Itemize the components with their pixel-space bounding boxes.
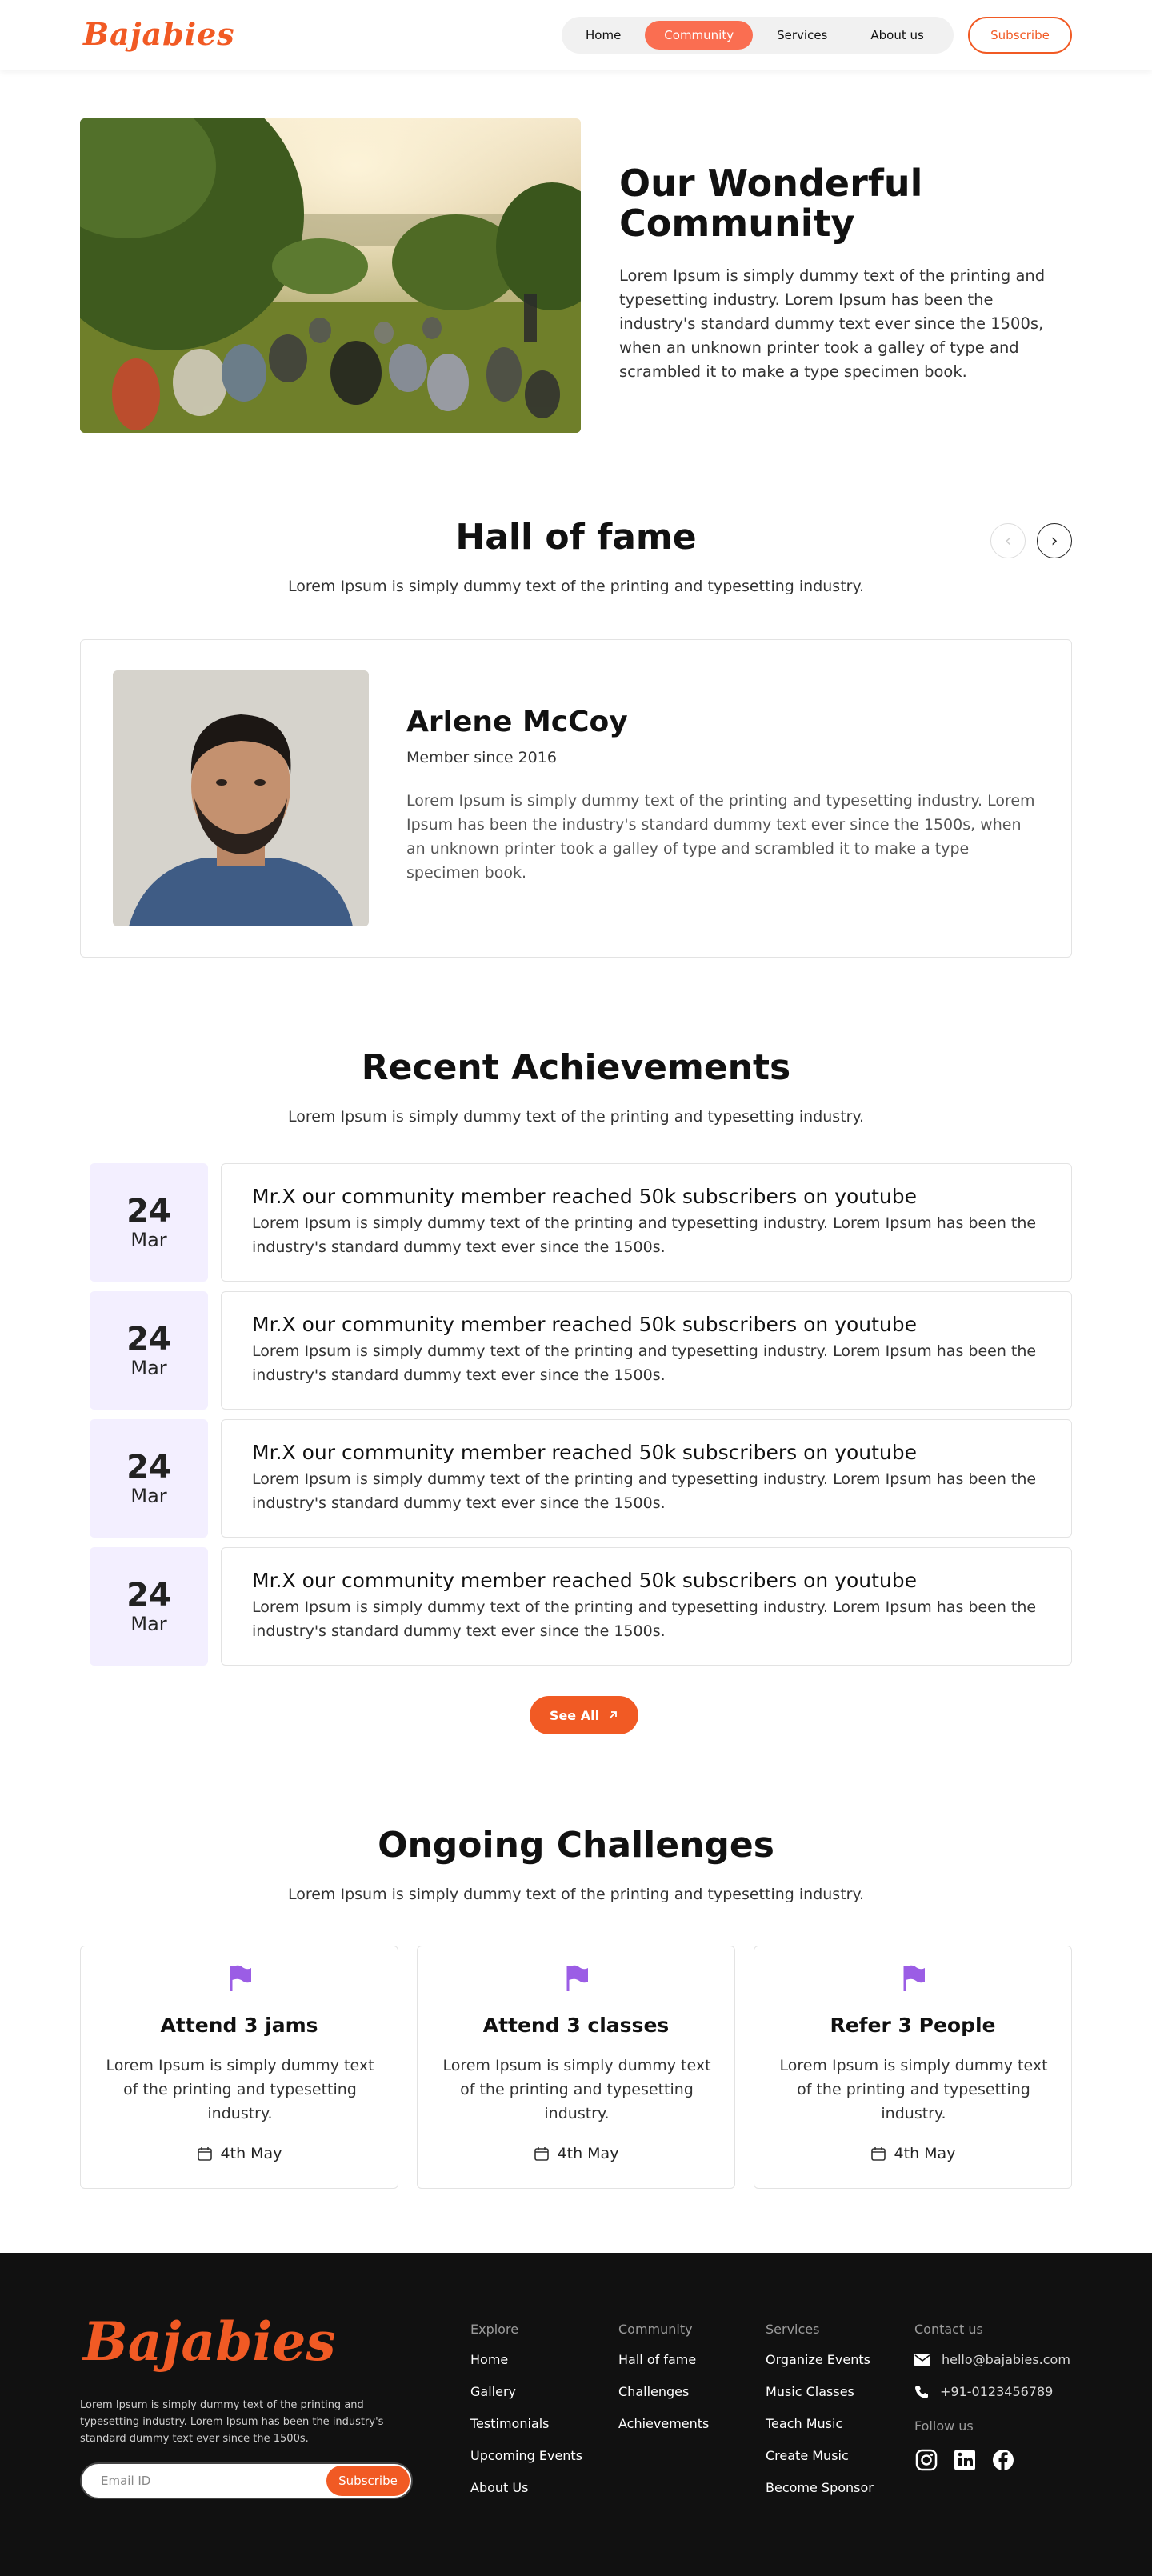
- achievement-text: Lorem Ipsum is simply dummy text of the printing and typesetting industry. Lorem Ipsum has been the industry's standard dummy text ever since the 1500s.: [252, 1214, 1037, 1256]
- footer-link-challenges[interactable]: Challenges: [618, 2384, 690, 2399]
- achievements-subtitle: Lorem Ipsum is simply dummy text of the printing and typesetting industry.: [287, 1108, 865, 1126]
- achievement-card: [221, 1291, 1072, 1410]
- achievement-text: Lorem Ipsum is simply dummy text of the printing and typesetting industry. Lorem Ipsum has been the industry's standard dummy text ever since the 1500s.: [252, 1342, 1037, 1384]
- challenge-text: Lorem Ipsum is simply dummy text of the printing and typesetting industry.: [779, 2057, 1048, 2122]
- email-input[interactable]: Email ID: [101, 2474, 151, 2488]
- achievement-day: 24: [126, 1449, 171, 1486]
- achievement-day: 24: [126, 1577, 171, 1614]
- challenge-date: [81, 2145, 398, 2162]
- flag-icon: [902, 1964, 926, 1993]
- footer-link-teach-music[interactable]: Teach Music: [766, 2416, 843, 2431]
- challenges-title: Ongoing Challenges: [378, 1825, 774, 1866]
- chevron-right-icon: ›: [1050, 530, 1058, 551]
- achievement-title: Mr.X our community member reached 50k subscribers on youtube: [252, 1185, 918, 1208]
- see-all-label: See All: [549, 1707, 600, 1723]
- hero-title: Our Wonderful Community: [619, 162, 923, 245]
- footer-logo[interactable]: Bajabies: [83, 2310, 336, 2373]
- challenge-date-text: 4th May: [894, 2145, 956, 2162]
- achievement-month: Mar: [130, 1485, 167, 1507]
- nav-community[interactable]: Community: [645, 21, 753, 50]
- footer-link-create-music[interactable]: Create Music: [766, 2448, 849, 2463]
- hall-of-fame-title: Hall of fame: [455, 517, 697, 558]
- challenge-date-text: 4th May: [220, 2145, 282, 2162]
- footer-services: [766, 2322, 874, 2511]
- achievement-item: [90, 1163, 1072, 1282]
- hall-next-button[interactable]: [1037, 523, 1072, 558]
- achievement-day: 24: [126, 1321, 171, 1358]
- achievement-card: [221, 1419, 1072, 1538]
- achievement-card: [221, 1547, 1072, 1666]
- challenge-card: [417, 1946, 735, 2189]
- header-subscribe-button[interactable]: Subscribe: [968, 17, 1072, 54]
- footer-link-upcoming-events[interactable]: Upcoming Events: [470, 2448, 583, 2463]
- footer-link-home[interactable]: Home: [470, 2352, 509, 2367]
- hall-of-fame-subtitle: Lorem Ipsum is simply dummy text of the printing and typesetting industry.: [287, 578, 865, 595]
- contact-email-text: hello@bajabies.com: [942, 2352, 1070, 2367]
- mail-icon: [914, 2354, 930, 2366]
- footer-link-hall-of-fame[interactable]: Hall of fame: [618, 2352, 697, 2367]
- main-nav: [562, 17, 954, 54]
- member-bio: Lorem Ipsum is simply dummy text of the printing and typesetting industry. Lorem Ipsum has been the industry's standard dummy text ever since the 1500s, when an unknown printer took a galley of type and scrambled it to make a type specimen book.: [406, 792, 1035, 882]
- calendar-icon: [870, 2146, 886, 2162]
- achievement-title: Mr.X our community member reached 50k subscribers on youtube: [252, 1569, 918, 1592]
- footer-link-testimonials[interactable]: Testimonials: [470, 2416, 550, 2431]
- achievement-item: [90, 1291, 1072, 1410]
- footer-heading: Follow us: [914, 2418, 974, 2434]
- challenge-title: Attend 3 classes: [482, 2014, 670, 2037]
- challenge-date: [418, 2145, 734, 2162]
- footer-heading: Explore: [470, 2322, 519, 2337]
- instagram-icon[interactable]: [914, 2448, 938, 2472]
- footer-explore: [470, 2322, 582, 2511]
- achievement-item: [90, 1547, 1072, 1666]
- achievement-date: [90, 1547, 208, 1666]
- achievement-card: [221, 1163, 1072, 1282]
- linkedin-icon[interactable]: [953, 2448, 977, 2472]
- footer-heading: Contact us: [914, 2322, 983, 2337]
- nav-home[interactable]: Home: [586, 28, 622, 42]
- member-photo: [113, 670, 369, 926]
- community-photo: [80, 118, 581, 433]
- achievement-date: [90, 1291, 208, 1410]
- footer-heading: Services: [766, 2322, 820, 2337]
- flag-icon: [228, 1964, 252, 1993]
- achievement-month: Mar: [130, 1613, 167, 1635]
- challenge-text: Lorem Ipsum is simply dummy text of the printing and typesetting industry.: [106, 2057, 374, 2122]
- achievement-text: Lorem Ipsum is simply dummy text of the printing and typesetting industry. Lorem Ipsum has been the industry's standard dummy text ever since the 1500s.: [252, 1598, 1037, 1640]
- footer-contact: [914, 2322, 1070, 2472]
- achievement-date: [90, 1419, 208, 1538]
- contact-email[interactable]: [914, 2351, 1070, 2369]
- achievements-title: Recent Achievements: [361, 1047, 791, 1088]
- nav-services[interactable]: Services: [777, 28, 828, 42]
- achievement-title: Mr.X our community member reached 50k subscribers on youtube: [252, 1441, 918, 1464]
- footer-link-gallery[interactable]: Gallery: [470, 2384, 516, 2399]
- challenge-title: Attend 3 jams: [160, 2014, 318, 2037]
- footer-link-about-us[interactable]: About Us: [470, 2480, 529, 2495]
- flag-icon: [565, 1964, 589, 1993]
- footer-description: Lorem Ipsum is simply dummy text of the printing and typesetting industry. Lorem Ipsum has been the industry's standard dummy text ever since the 1500s.: [80, 2399, 384, 2445]
- hall-of-fame-card: [80, 639, 1072, 958]
- footer-heading: Community: [618, 2322, 693, 2337]
- hero-text: Lorem Ipsum is simply dummy text of the printing and typesetting industry. Lorem Ipsum has been the industry's standard dummy text ever since the 1500s, when an unknown printer took a galley of type and scrambled it to make a type specimen book.: [619, 266, 1046, 381]
- achievement-month: Mar: [130, 1357, 167, 1379]
- achievement-day: 24: [126, 1193, 171, 1230]
- nav-about-us[interactable]: About us: [870, 28, 924, 42]
- newsletter-form: [80, 2462, 413, 2499]
- achievement-item: [90, 1419, 1072, 1538]
- footer-link-achievements[interactable]: Achievements: [618, 2416, 710, 2431]
- phone-icon: [914, 2385, 929, 2399]
- member-name: Arlene McCoy: [406, 706, 628, 738]
- footer-link-organize-events[interactable]: Organize Events: [766, 2352, 870, 2367]
- calendar-icon: [534, 2146, 550, 2162]
- challenge-date: [754, 2145, 1071, 2162]
- social-links: [914, 2448, 1070, 2472]
- calendar-icon: [197, 2146, 213, 2162]
- site-logo[interactable]: Bajabies: [83, 16, 235, 52]
- challenges-subtitle: Lorem Ipsum is simply dummy text of the printing and typesetting industry.: [287, 1886, 865, 1903]
- challenge-title: Refer 3 People: [830, 2014, 996, 2037]
- site-footer: [0, 2253, 1152, 2576]
- arrow-up-right-icon: [607, 1710, 618, 1721]
- challenge-card: [754, 1946, 1072, 2189]
- facebook-icon[interactable]: [991, 2448, 1015, 2472]
- see-all-button[interactable]: [530, 1696, 638, 1734]
- achievement-text: Lorem Ipsum is simply dummy text of the printing and typesetting industry. Lorem Ipsum has been the industry's standard dummy text ever since the 1500s.: [252, 1470, 1037, 1512]
- footer-subscribe-button[interactable]: Subscribe: [326, 2466, 410, 2496]
- chevron-left-icon: ‹: [1004, 530, 1012, 551]
- challenge-date-text: 4th May: [557, 2145, 619, 2162]
- challenge-card: [80, 1946, 398, 2189]
- footer-community: [618, 2322, 709, 2447]
- contact-phone-text: +91-0123456789: [940, 2384, 1054, 2399]
- challenge-text: Lorem Ipsum is simply dummy text of the printing and typesetting industry.: [442, 2057, 711, 2122]
- member-since: Member since 2016: [406, 749, 557, 766]
- achievement-title: Mr.X our community member reached 50k subscribers on youtube: [252, 1313, 918, 1336]
- achievement-month: Mar: [130, 1229, 167, 1251]
- footer-link-become-sponsor[interactable]: Become Sponsor: [766, 2480, 874, 2495]
- hall-prev-button[interactable]: [990, 523, 1026, 558]
- footer-link-music-classes[interactable]: Music Classes: [766, 2384, 854, 2399]
- achievement-date: [90, 1163, 208, 1282]
- site-header: [0, 0, 1152, 70]
- contact-phone[interactable]: [914, 2383, 1070, 2401]
